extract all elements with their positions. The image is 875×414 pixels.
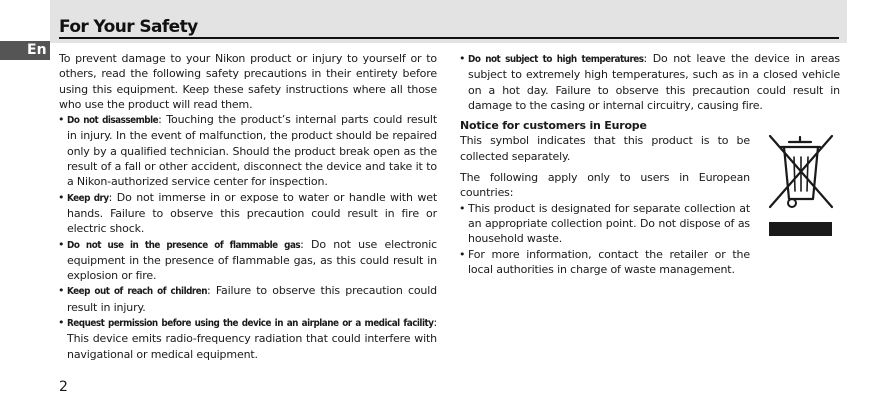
item-term: Do not use in the presence of flammable gas — [67, 239, 301, 251]
notice-paragraph: The following apply only to users in European countries: — [460, 171, 750, 200]
item-text: : Touching the product’s internal parts could result in injury. In the event of malfunction, the product should be repaired only by a qualified technician. Should the product break open as the result of a fall or other accident, disconnect the device and take it to a Nikon-authorized service center for inspection. — [67, 113, 437, 189]
list-item — [59, 283, 437, 315]
notice-heading: Notice for customers in Europe — [460, 119, 647, 133]
intro-paragraph: To prevent damage to your Nikon product or injury to yourself or to others, read the following safety precautions in their entirety before using this equipment. Keep these safety instructions where all those who use the product will read them. — [59, 52, 437, 111]
item-term: Keep dry — [67, 192, 109, 204]
notice-body — [460, 133, 750, 277]
language-tab — [0, 41, 50, 60]
item-term: Keep out of reach of children — [67, 286, 207, 298]
list-item — [59, 237, 437, 284]
list-item — [59, 112, 437, 189]
item-term: Do not subject to high temperatures — [468, 54, 644, 65]
item-text: : This device emits radio-frequency radiation that could interfere with navigational or medical equipment. — [67, 316, 437, 361]
item-text: : Failure to observe this precaution could result in injury. — [67, 284, 437, 314]
list-item — [59, 190, 437, 237]
left-column — [59, 51, 437, 362]
notice-list-item: • This product is designated for separate collection at an appropriate collection point. Do not dispose of as household waste. — [460, 201, 750, 247]
item-term: Do not disassemble — [67, 115, 159, 127]
page-number: 2 — [59, 379, 68, 395]
item-term: Request permission before using the device in an airplane or a medical facility — [67, 318, 434, 330]
list-item — [59, 315, 437, 362]
list-item — [460, 51, 840, 113]
page-title: For Your Safety — [59, 17, 198, 37]
language-tab-label: En — [27, 42, 47, 58]
item-text: : Do not leave the device in areas subject to extremely high temperatures, such as in a closed vehicle on a hot day. Failure to observe this precaution could result in damage to the casing or internal circuitry, causing fire. — [468, 52, 840, 112]
notice-list-item: • For more information, contact the retailer or the local authorities in charge of waste management. — [460, 247, 750, 278]
weee-bar — [769, 222, 832, 236]
title-rule — [59, 37, 839, 39]
crossed-out-wheelie-bin-icon — [767, 133, 835, 219]
item-text: : Do not use electronic equipment in the presence of flammable gas, as this could result in explosion or fire. — [67, 237, 438, 283]
item-text: : Do not immerse in or expose to water or handle with wet hands. Failure to observe this precaution could result in fire or electric shock. — [67, 190, 437, 236]
notice-paragraph: This symbol indicates that this product is to be collected separately. — [460, 134, 750, 163]
